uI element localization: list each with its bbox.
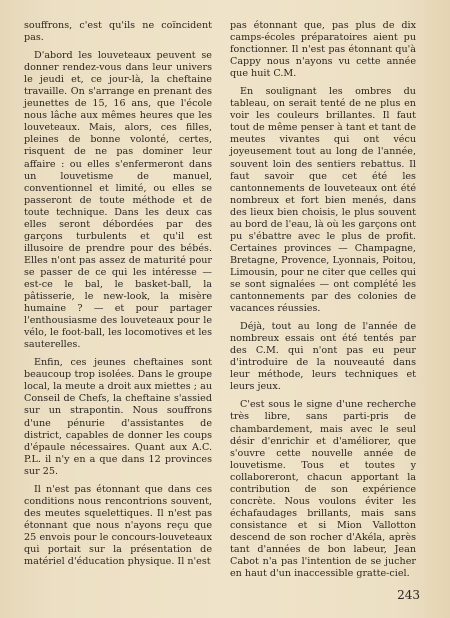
- paragraph: En soulignant les ombres du tableau, on serait tenté de ne plus en voir les couleurs brillantes. Il faut tout de même penser à tant et tant de meutes vivantes qui ont vécu joyeusement tout au long de l'année, souvent loin des sentiers rebattus. Il faut savoir que cet été les cantonnements de louveteaux ont été nombreux et fort bien menés, dans des lieux bien choisis, le plus souvent au bord de l'eau, là où les garçons ont pu s'ébattre avec le plus de profit. Certaines provinces — Champagne, Bretagne, Provence, Lyonnais, Poitou, Limousin, pour ne citer que celles qui se sont signalées — ont complété les cantonnements par des colonies de vacances réussies.: [230, 86, 417, 315]
- paragraph: D'abord les louveteaux peuvent se donner rendez-vous dans leur univers le jeudi et, ce jour-là, la cheftaine travaille. On s'arrange en prenant des jeunettes de 15, 16 ans, que l'école nous lâche aux mêmes heures que les louveteaux. Mais, alors, ces filles, pleines de bonne volonté, certes, risquent de ne pas dominer leur affaire : ou elles s'enfermeront dans un louvetisme de manuel, conventionnel et limité, ou elles se passeront de toute méthode et de toute technique. Dans les deux cas elles seront débordées par des garçons turbulents et qu'il est illusoire de prendre pour des bébés. Elles n'ont pas assez de maturité pour se passer de ce qui les intéresse — est-ce le bal, le basket-ball, la pâtisserie, le new-look, la misère humaine ? — et pour partager l'enthousiasme des louveteaux pour le vélo, le foot-ball, les locomotives et les sauterelles.: [24, 50, 212, 351]
- paragraph: souffrons, c'est qu'ils ne coïncident pas.: [24, 20, 212, 44]
- paragraph: C'est sous le signe d'une recherche très libre, sans parti-pris de chambardement, mais avec le seul désir d'enrichir et d'améliorer, que s'ouvre cette nouvelle année de louvetisme. Tous et toutes y collaboreront, chacun apportant la contribution de son expérience concrète. Nous voulons éviter les échafaudages brillants, mais sans consistance et si Mion Vallotton descend de son rocher d'Akéla, après tant d'années de bon labeur, Jean Cabot n'a pas l'intention de se jucher en haut d'un inaccessible gratte-ciel.: [230, 399, 416, 580]
- paragraph: Déjà, tout au long de l'année de nombreux essais ont été tentés par des C.M. qui n'ont pas eu peur d'introduire de la nouveauté dans leur méthode, leurs techniques et leurs jeux.: [230, 321, 416, 393]
- paragraph: Enfin, ces jeunes cheftaines sont beaucoup trop isolées. Dans le groupe local, la meute a droit aux miettes ; au Conseil de Chefs, la cheftaine s'assied sur un strapontin. Nous souffrons d'une pénurie d'assistantes de district, capables de donner les coups d'épaule nécessaires. Quant aux A.C. P.L. il n'y en a que dans 12 provinces sur 25.: [24, 357, 212, 477]
- page-number: 243: [397, 588, 420, 602]
- right-text-column: [230, 20, 416, 586]
- paragraph: pas étonnant que, pas plus de dix camps-écoles préparatoires aient pu fonctionner. Il n'est pas étonnant qu'à Cappy nous n'ayons vu cette année que huit C.M.: [230, 20, 416, 80]
- left-text-column: [24, 20, 212, 574]
- paragraph: Il n'est pas étonnant que dans ces conditions nous rencontrions souvent, des meutes squelettiques. Il n'est pas étonnant que nous n'ayons reçu que 25 envois pour le concours-louveteaux qui portait sur la présentation de matériel d'éducation physique. Il n'est: [24, 483, 212, 568]
